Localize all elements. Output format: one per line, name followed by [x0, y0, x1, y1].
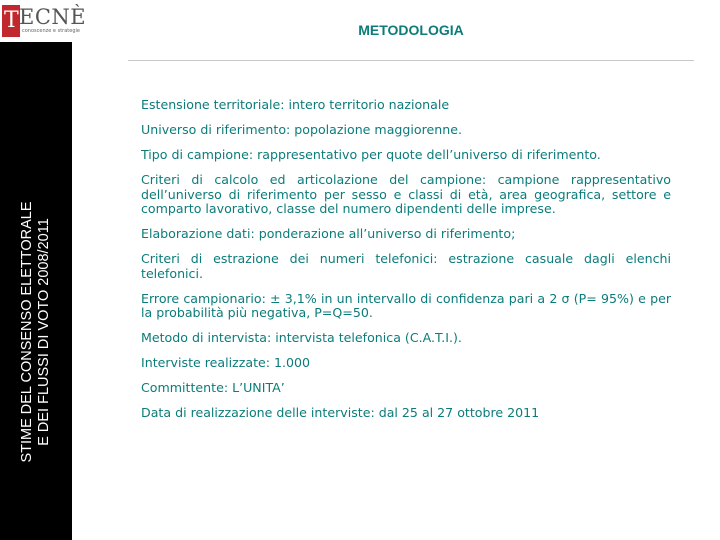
company-logo — [0, 0, 87, 42]
methodology-item: Interviste realizzate: 1.000 — [141, 355, 311, 370]
sidebar-title-line-1: STIME DEL CONSENSO ELETTORALE — [19, 201, 35, 463]
logo-wordmark: ECNÈ — [19, 5, 87, 29]
methodology-item: Estensione territoriale: intero territorio nazionale — [141, 97, 450, 112]
methodology-item: Elaborazione dati: ponderazione all’universo di riferimento; — [141, 226, 516, 241]
methodology-item: Data di realizzazione delle interviste: dal 25 al 27 ottobre 2011 — [141, 405, 540, 420]
page-title: METODOLOGIA — [358, 22, 464, 38]
methodology-item: Committente: L’UNITA’ — [141, 380, 285, 395]
sidebar-vertical-title — [19, 182, 53, 482]
methodology-item: Errore campionario: ± 3,1% in un intervallo di confidenza pari a 2 σ (P= 95%) e per la probabilità più negativa, P=Q=50. — [141, 290, 671, 320]
methodology-item: Tipo di campione: rappresentativo per quote dell’universo di riferimento. — [141, 147, 601, 162]
methodology-item: Universo di riferimento: popolazione maggiorenne. — [141, 122, 462, 137]
logo-tagline: conoscenze e strategie — [22, 28, 80, 34]
sidebar-title-line-2: E DEI FLUSSI DI VOTO 2008/2011 — [36, 218, 52, 446]
logo-letter-t — [2, 5, 20, 37]
title-divider — [128, 60, 694, 61]
methodology-item: Criteri di estrazione dei numeri telefonici: estrazione casuale dagli elenchi telefonici. — [141, 251, 671, 281]
methodology-item: Criteri di calcolo ed articolazione del campione: campione rappresentativo dell’universo di riferimento per sesso e classi di età, area geografica, settore e comparto lavorativo, classe del numero dipendenti delle imprese. — [141, 172, 671, 216]
methodology-item: Metodo di intervista: intervista telefonica (C.A.T.I.). — [141, 330, 462, 345]
sidebar — [0, 42, 72, 540]
methodology-list — [141, 98, 671, 431]
